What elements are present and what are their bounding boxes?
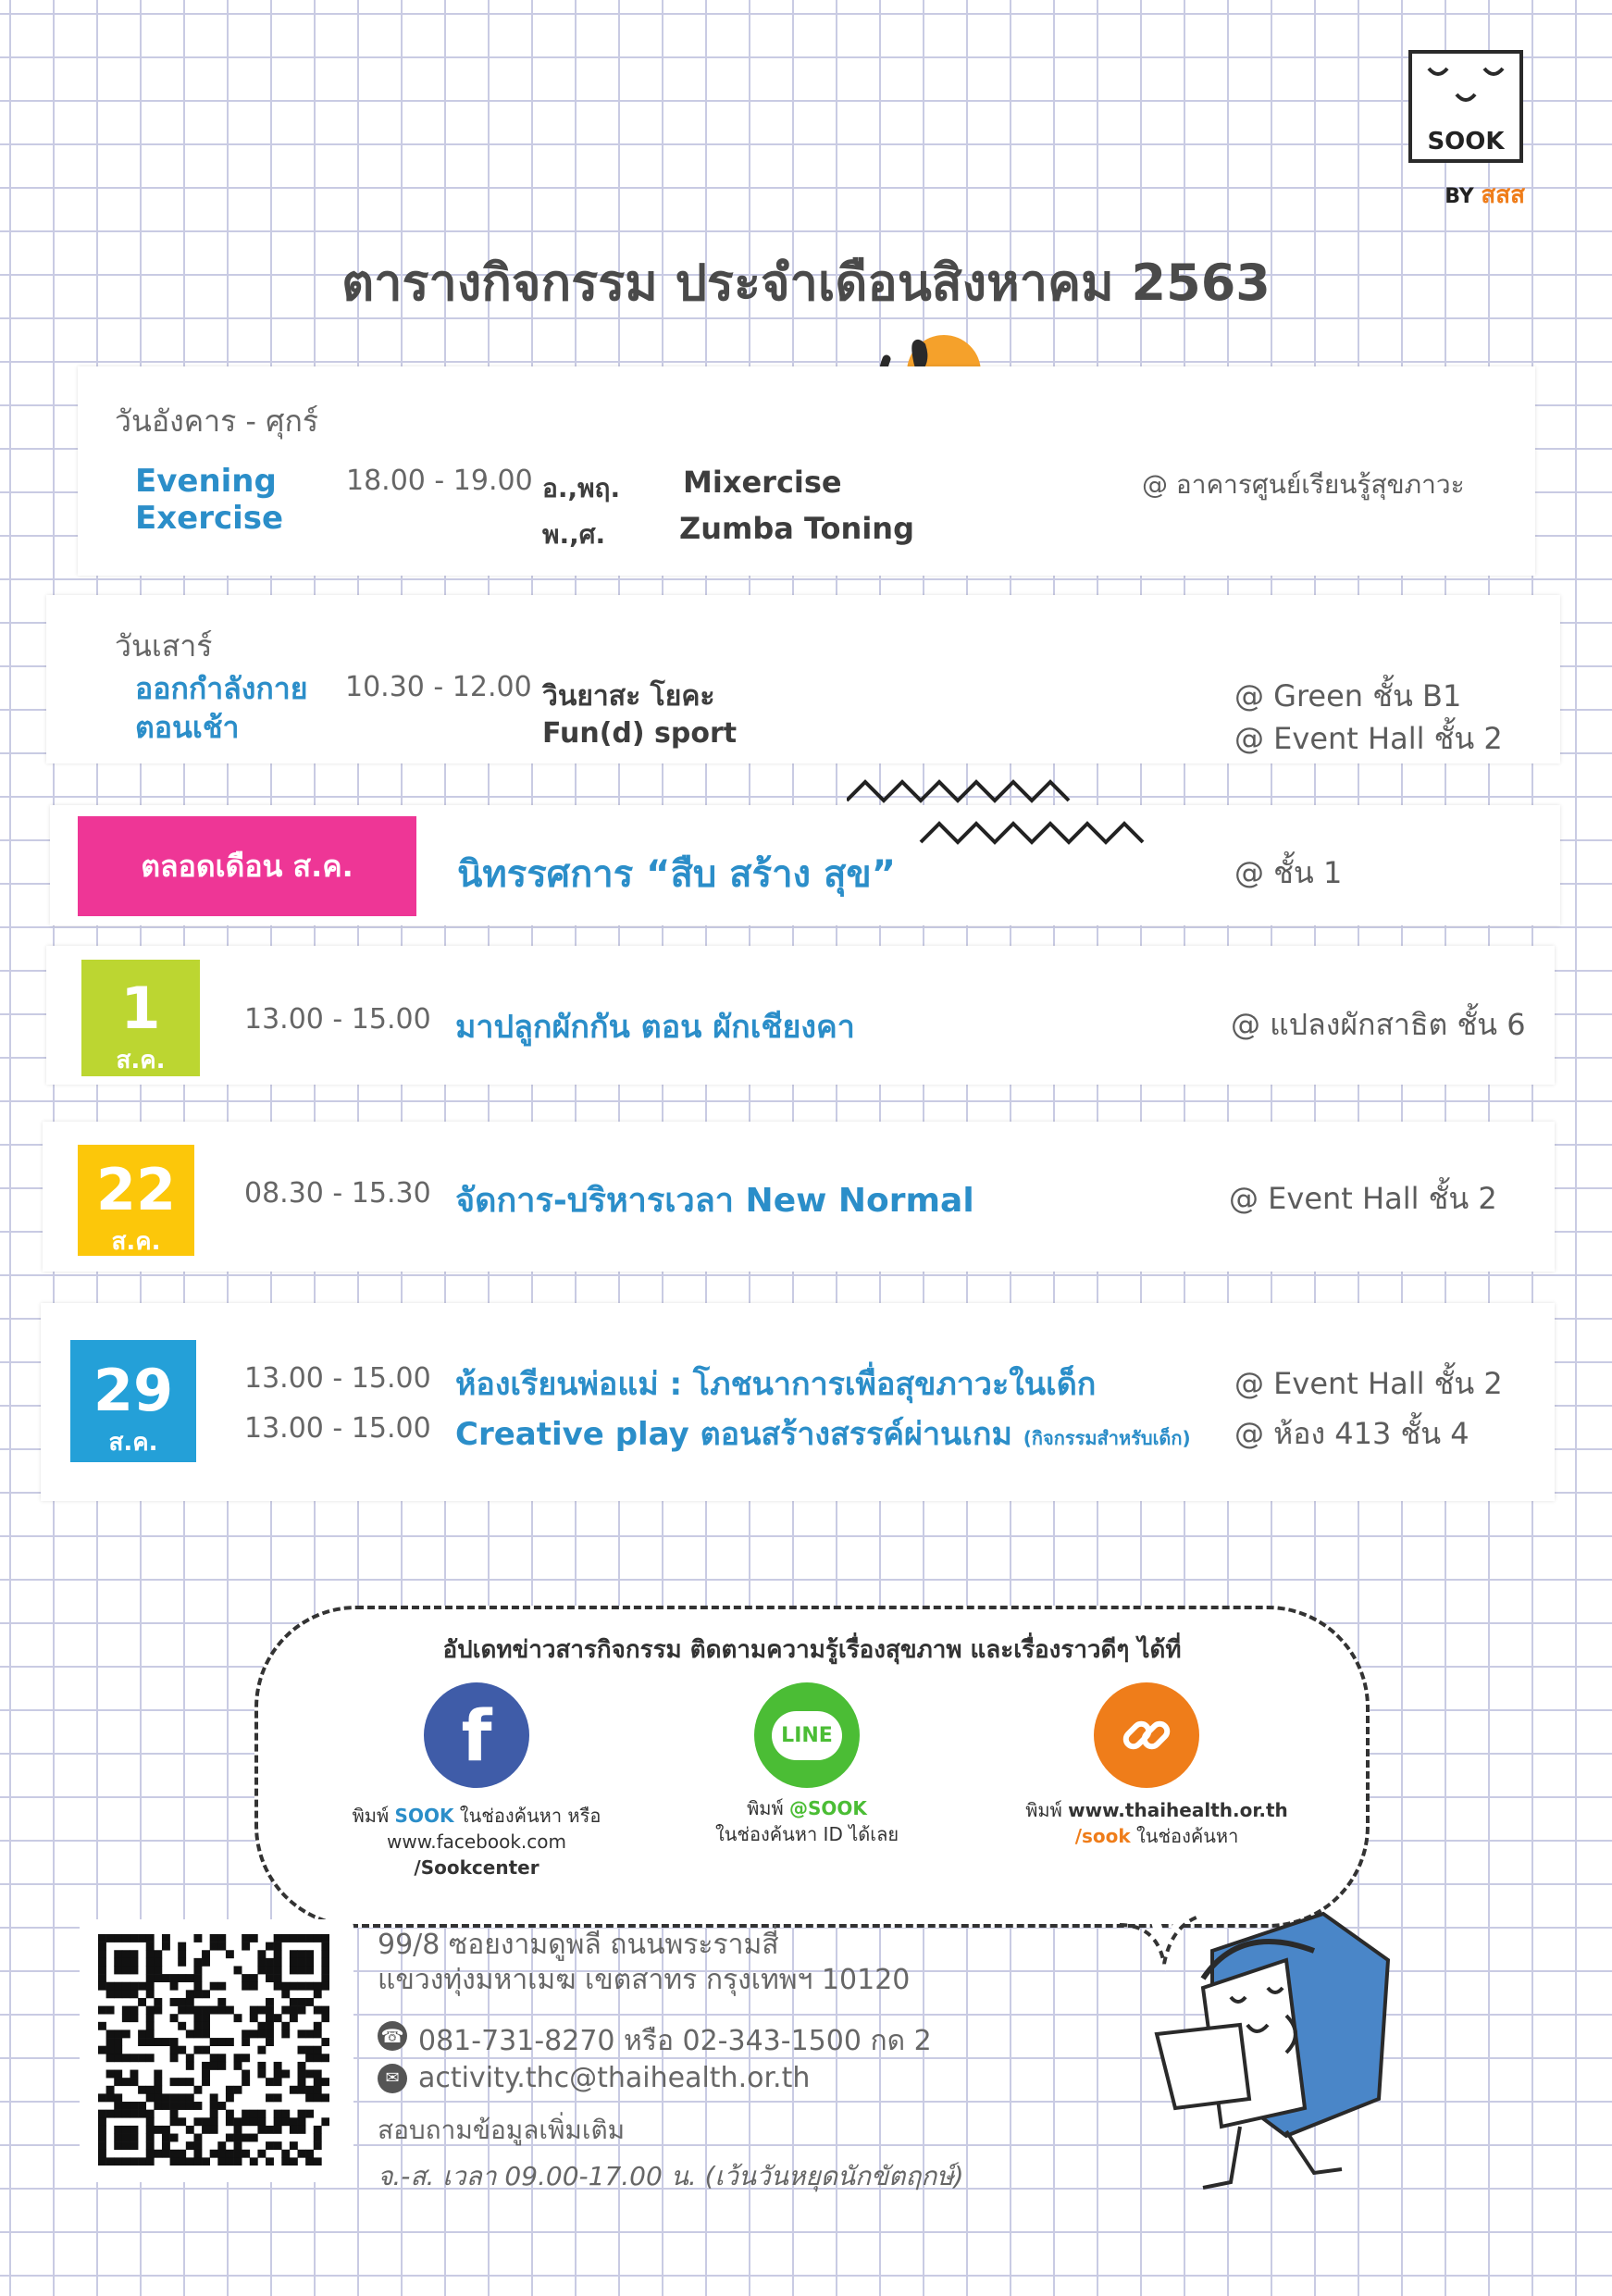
event-card-22: [43, 1122, 1555, 1272]
event-card-1: [46, 946, 1555, 1085]
zigzag-decoration: [847, 777, 1217, 847]
saturday-time: 10.30 - 12.00: [345, 671, 532, 703]
event-time-29b: 13.00 - 15.00: [244, 1412, 431, 1445]
logo-by-label: BY: [1445, 185, 1474, 208]
saturday-activity-1: วินยาสะ โยคะ: [542, 680, 715, 713]
logo-by: [1423, 176, 1525, 214]
event-month: ส.ค.: [116, 1047, 166, 1074]
saturday-name-line1: ออกกำลังกาย: [135, 671, 308, 706]
event-day: 22: [95, 1156, 177, 1223]
event-time-29a: 13.00 - 15.00: [244, 1362, 431, 1395]
weekday-location: @ อาคารศูนย์เรียนรู้สุขภาวะ: [1142, 469, 1465, 500]
social-heading: อัปเดทข่าวสารกิจกรรม ติดตามความรู้เรื่องสุขภาพ และเรื่องราวดีๆ ได้ที่: [442, 1636, 1182, 1664]
weekday-days-2: พ.,ศ.: [542, 519, 606, 550]
line-icon[interactable]: LINE: [754, 1682, 860, 1788]
address-line2: แขวงทุ่งมหาเมฆ เขตสาทร กรุงเทพฯ 10120: [378, 1964, 911, 1996]
saturday-activity-2: Fun(d) sport: [542, 717, 738, 750]
qr-code[interactable]: [98, 1934, 329, 2166]
weekday-heading: วันอังคาร - ศุกร์: [115, 403, 319, 439]
event-time-1: 13.00 - 15.00: [244, 1003, 431, 1036]
event-time-22: 08.30 - 15.30: [244, 1177, 431, 1210]
link-icon[interactable]: [1094, 1682, 1199, 1788]
saturday-card: [46, 595, 1560, 763]
event-date-29: [70, 1340, 196, 1462]
weekday-name-line2: Exercise: [135, 500, 284, 537]
event-location-1: @ แปลงผักสาธิต ชั้น 6: [1231, 1007, 1526, 1042]
facebook-text: พิมพ์ SOOK ในช่องค้นหา หรือ www.facebook.com /Sookcenter: [352, 1805, 601, 1879]
address-line1: 99/8 ซอยงามดูพลี ถนนพระรามสี่: [378, 1929, 779, 1961]
weekday-days-1: อ.,พฤ.: [542, 473, 621, 503]
event-name-22: จัดการ-บริหารเวลา New Normal: [455, 1182, 974, 1220]
logo-text: SOOK: [1427, 128, 1505, 155]
logo-brand: สสส: [1481, 181, 1525, 209]
event-card-29: [41, 1303, 1555, 1501]
event-name-1: มาปลูกผักกัน ตอน ผักเชียงคา: [455, 1009, 855, 1046]
email-icon: ✉: [378, 2064, 407, 2093]
event-name-29b: [455, 1409, 1191, 1458]
event-note-29b: (กิจกรรมสำหรับเด็ก): [1023, 1427, 1191, 1449]
event-name-29b-text: Creative play ตอนสร้างสรรค์ผ่านเกม: [455, 1416, 1012, 1453]
event-day: 29: [93, 1357, 174, 1424]
phone-icon: ☎: [378, 2021, 407, 2051]
page-title: ตารางกิจกรรม ประจำเดือนสิงหาคม 2563: [341, 254, 1271, 312]
office-hours: จ.-ส. เวลา 09.00-17.00 น. (เว้นวันหยุดนักขัตฤกษ์): [378, 2161, 964, 2191]
line-text: พิมพ์ @SOOK ในช่องค้นหา ID ได้เลย: [714, 1797, 899, 1845]
event-day: 1: [120, 974, 161, 1042]
facebook-icon[interactable]: f: [424, 1682, 529, 1788]
event-location-29b: @ ห้อง 413 ชั้น 4: [1234, 1416, 1469, 1451]
event-month: ส.ค.: [108, 1429, 158, 1457]
event-date-1: [81, 960, 200, 1076]
mascot-illustration: [1147, 1895, 1407, 2201]
weekday-activity-1: Mixercise: [683, 465, 842, 500]
qr-code-container: [80, 1919, 353, 2182]
phone-number[interactable]: 081-731-8270 หรือ 02-343-1500 กด 2: [418, 2025, 932, 2057]
month-event-card: [50, 805, 1560, 925]
month-event-name: นิทรรศการ “สืบ สร้าง สุข”: [457, 853, 897, 896]
saturday-heading: วันเสาร์: [115, 628, 213, 664]
saturday-location-2: @ Event Hall ชั้น 2: [1234, 721, 1503, 756]
saturday-location-1: @ Green ชั้น B1: [1234, 678, 1462, 714]
event-name-29a: ห้องเรียนพ่อแม่ : โภชนาการเพื่อสุขภาวะในเด็ก: [455, 1366, 1097, 1403]
weekday-name-line1: Evening: [135, 463, 277, 500]
sook-face-icon: [1412, 54, 1519, 128]
month-event-badge: ตลอดเดือน ส.ค.: [78, 816, 416, 916]
event-location-22: @ Event Hall ชั้น 2: [1229, 1181, 1497, 1216]
month-event-location: @ ชั้น 1: [1234, 855, 1343, 890]
weekday-time: 18.00 - 19.00: [346, 465, 533, 497]
saturday-activity-name: [135, 669, 307, 747]
weekday-activity-name: [135, 463, 283, 537]
web-text: พิมพ์ www.thaihealth.or.th /sook ในช่องค้นหา: [1025, 1799, 1288, 1847]
inquiry-label: สอบถามข้อมูลเพิ่มเติม: [378, 2115, 626, 2145]
weekday-card: [78, 366, 1535, 576]
email-address[interactable]: activity.thc@thaihealth.or.th: [418, 2062, 811, 2094]
event-month: ส.ค.: [111, 1228, 161, 1256]
saturday-name-line2: ตอนเช้า: [135, 710, 240, 745]
event-date-22: [78, 1145, 194, 1256]
weekday-activity-2: Zumba Toning: [679, 511, 914, 546]
event-location-29a: @ Event Hall ชั้น 2: [1234, 1366, 1503, 1401]
